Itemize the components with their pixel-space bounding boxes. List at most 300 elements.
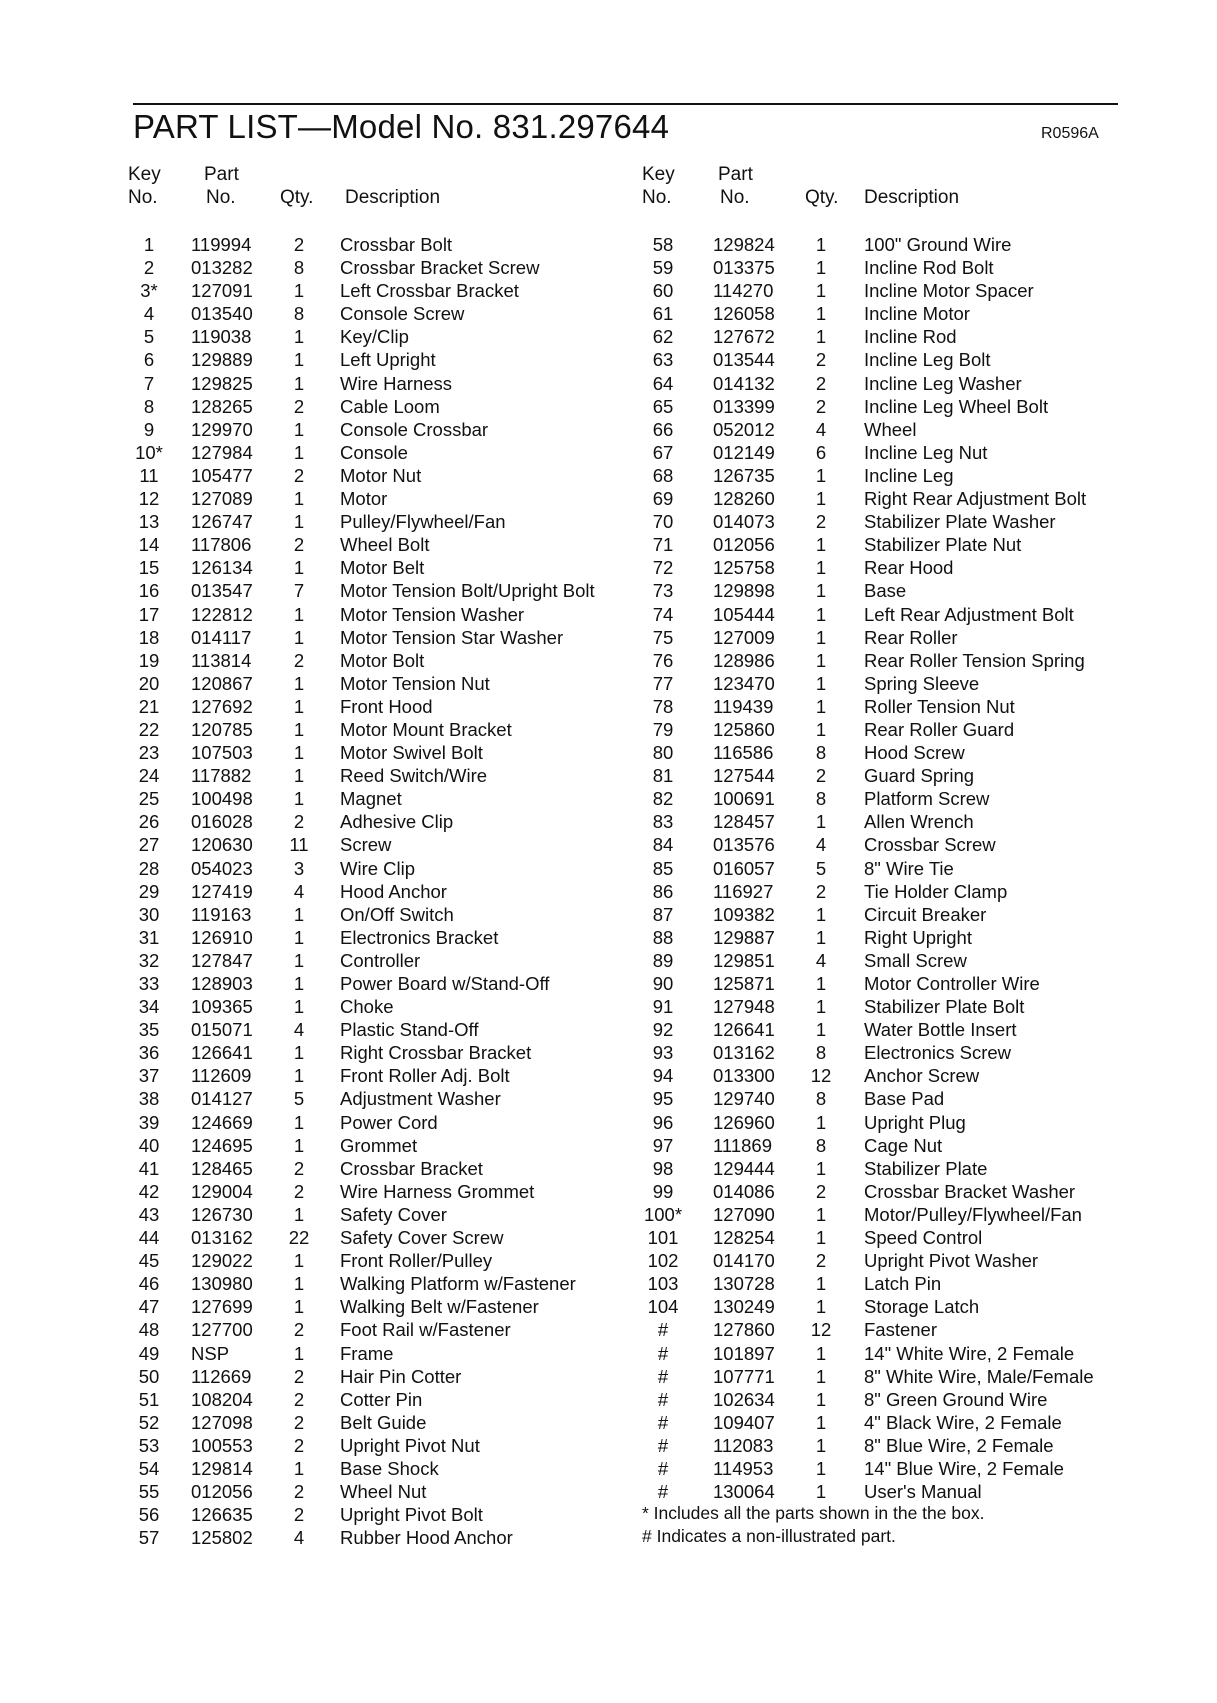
- key-no-cell: 89: [652, 949, 674, 971]
- key-no-cell: 98: [652, 1157, 674, 1179]
- part-no-cell: 125860: [713, 718, 775, 740]
- qty-cell: 1: [815, 1273, 827, 1295]
- key-no-cell: 72: [652, 557, 674, 579]
- key-no-cell: 36: [138, 1042, 160, 1064]
- title-rule: [133, 103, 1118, 105]
- description-cell: Motor Belt: [340, 557, 425, 579]
- key-no-cell: 104: [647, 1296, 679, 1318]
- description-cell: Motor Tension Bolt/Upright Bolt: [340, 580, 595, 602]
- qty-cell: 4: [815, 834, 827, 856]
- part-no-cell: 128465: [191, 1157, 253, 1179]
- part-no-cell: 109365: [191, 996, 253, 1018]
- part-no-cell: 114953: [713, 1457, 774, 1479]
- part-no-cell: 130728: [713, 1273, 775, 1295]
- key-no-cell: 61: [652, 303, 674, 325]
- part-no-cell: 119038: [191, 326, 252, 348]
- qty-cell: 8: [815, 1134, 827, 1156]
- qty-cell: 6: [815, 441, 827, 463]
- qty-cell: 1: [293, 511, 305, 533]
- key-no-cell: 70: [652, 511, 674, 533]
- qty-cell: 1: [293, 1111, 305, 1133]
- key-no-cell: 82: [652, 788, 674, 810]
- part-no-cell: NSP: [191, 1342, 230, 1364]
- key-no-cell: 20: [138, 672, 160, 694]
- description-cell: Crossbar Screw: [864, 834, 996, 856]
- key-no-cell: 58: [652, 234, 674, 255]
- description-cell: Hood Screw: [864, 742, 965, 764]
- description-cell: Belt Guide: [340, 1411, 427, 1433]
- description-header: Description: [345, 187, 441, 208]
- key-no-cell: 25: [138, 788, 160, 810]
- part-no-cell: 127090: [713, 1203, 775, 1225]
- key-no-cell: 80: [652, 742, 674, 764]
- part-no-cell: 127089: [191, 488, 253, 510]
- part-no-cell: 127419: [191, 880, 253, 902]
- description-cell: Motor/Pulley/Flywheel/Fan: [864, 1203, 1082, 1225]
- part-no-cell: 105477: [191, 464, 253, 486]
- qty-cell: 2: [293, 1481, 305, 1503]
- part-no-cell: 127009: [713, 626, 775, 648]
- qty-cell: 2: [815, 880, 827, 902]
- qty-cell: 1: [293, 326, 305, 348]
- description-cell: Motor Swivel Bolt: [340, 742, 483, 764]
- qty-cell: 1: [815, 280, 827, 302]
- qty-cell: 2: [293, 1504, 305, 1526]
- key-no-cell: 52: [138, 1411, 160, 1433]
- qty-cell: 2: [293, 1157, 305, 1179]
- qty-cell: 1: [815, 488, 827, 510]
- part-no-cell: 107771: [713, 1365, 775, 1387]
- qty-cell: 2: [293, 234, 305, 255]
- qty-cell: 2: [293, 1180, 305, 1202]
- part-no-cell: 129898: [713, 580, 775, 602]
- qty-cell: 1: [815, 1227, 827, 1249]
- part-no-cell: 013375: [713, 257, 775, 279]
- key-no-header: Key No.: [642, 164, 675, 208]
- description-cell: Crossbar Bolt: [340, 234, 453, 255]
- qty-cell: 1: [815, 1157, 827, 1179]
- qty-cell: 2: [293, 1319, 305, 1341]
- key-no-cell: 5: [143, 326, 155, 348]
- part-no-cell: 119163: [191, 903, 252, 925]
- part-no-cell: 107503: [191, 742, 253, 764]
- part-no-cell: 125758: [713, 557, 775, 579]
- part-no-cell: 126641: [713, 1019, 775, 1041]
- part-no-cell: 054023: [191, 857, 253, 879]
- part-no-cell: 128260: [713, 488, 775, 510]
- page-title: PART LIST—Model No. 831.297644: [133, 108, 670, 145]
- part-no-cell: 014170: [713, 1250, 775, 1272]
- part-no-cell: 016057: [713, 857, 775, 879]
- key-no-cell: 63: [652, 349, 674, 371]
- qty-cell: 1: [293, 557, 305, 579]
- description-cell: Spring Sleeve: [864, 672, 980, 694]
- description-cell: Rear Roller Tension Spring: [864, 649, 1085, 671]
- key-no-cell: 95: [652, 1088, 674, 1110]
- description-cell: Base Pad: [864, 1088, 945, 1110]
- description-cell: Upright Plug: [864, 1111, 966, 1133]
- qty-cell: 22: [288, 1227, 310, 1249]
- description-cell: 14" Blue Wire, 2 Female: [864, 1457, 1064, 1479]
- description-cell: Motor Mount Bracket: [340, 718, 512, 740]
- qty-cell: 1: [293, 672, 305, 694]
- qty-cell: 1: [293, 1065, 305, 1087]
- qty-cell: 1: [293, 1296, 305, 1318]
- description-cell: User's Manual: [864, 1481, 982, 1503]
- part-no-cell: 126735: [713, 464, 775, 486]
- part-no-cell: 112083: [713, 1434, 774, 1456]
- part-no-cell: 114270: [713, 280, 774, 302]
- part-no-cell: 113814: [191, 649, 252, 671]
- description-cell: Left Rear Adjustment Bolt: [864, 603, 1074, 625]
- key-no-cell: #: [657, 1481, 669, 1503]
- part-no-cell: 126134: [191, 557, 253, 579]
- part-no-cell: 100498: [191, 788, 253, 810]
- qty-cell: 1: [815, 1296, 827, 1318]
- qty-cell: 7: [293, 580, 305, 602]
- qty-header: Qty.: [280, 187, 314, 208]
- qty-cell: 8: [293, 257, 305, 279]
- key-no-cell: 49: [138, 1342, 160, 1364]
- part-no-cell: 127098: [191, 1411, 253, 1433]
- qty-cell: 1: [815, 811, 827, 833]
- key-no-cell: 32: [138, 949, 160, 971]
- qty-cell: 1: [815, 1342, 827, 1364]
- qty-cell: 1: [815, 234, 827, 255]
- qty-cell: 11: [289, 834, 309, 856]
- part-no-cell: 129887: [713, 926, 775, 948]
- description-cell: Crossbar Bracket Screw: [340, 257, 540, 279]
- description-cell: Motor Tension Star Washer: [340, 626, 564, 648]
- part-no-cell: 128457: [713, 811, 775, 833]
- key-no-cell: 31: [138, 926, 160, 948]
- part-no-cell: 016028: [191, 811, 253, 833]
- qty-cell: 1: [815, 303, 827, 325]
- qty-cell: 1: [815, 926, 827, 948]
- part-no-cell: 014132: [713, 372, 775, 394]
- part-no-cell: 117806: [191, 534, 252, 556]
- description-cell: 8" Wire Tie: [864, 857, 954, 879]
- description-cell: Small Screw: [864, 949, 967, 971]
- qty-cell: 1: [815, 1019, 827, 1041]
- description-cell: Walking Platform w/Fastener: [340, 1273, 576, 1295]
- key-no-cell: 1: [143, 234, 155, 255]
- part-no-cell: 119439: [713, 695, 774, 717]
- qty-cell: 2: [293, 649, 305, 671]
- description-cell: Base: [864, 580, 907, 602]
- key-no-cell: #: [657, 1388, 669, 1410]
- description-cell: Upright Pivot Nut: [340, 1434, 480, 1456]
- description-cell: Wire Harness Grommet: [340, 1180, 535, 1202]
- description-cell: Hair Pin Cotter: [340, 1365, 462, 1387]
- qty-cell: 1: [293, 418, 305, 440]
- key-no-cell: 101: [647, 1227, 679, 1249]
- description-cell: Incline Leg Wheel Bolt: [864, 395, 1049, 417]
- key-no-cell: #: [657, 1457, 669, 1479]
- description-cell: Electronics Screw: [864, 1042, 1012, 1064]
- part-no-header: Part No.: [204, 164, 239, 208]
- key-no-cell: 62: [652, 326, 674, 348]
- qty-cell: 1: [293, 973, 305, 994]
- qty-cell: 1: [293, 1042, 305, 1064]
- description-cell: Rear Hood: [864, 557, 954, 579]
- description-cell: Front Roller Adj. Bolt: [340, 1065, 510, 1087]
- key-no-cell: 21: [138, 695, 160, 717]
- key-no-cell: 67: [652, 441, 674, 463]
- key-no-cell: 44: [138, 1227, 160, 1249]
- qty-cell: 1: [815, 695, 827, 717]
- key-no-cell: 27: [138, 834, 160, 856]
- part-no-cell: 012149: [713, 441, 775, 463]
- key-no-cell: 7: [143, 372, 155, 394]
- part-no-cell: 127860: [713, 1319, 775, 1341]
- description-cell: Right Crossbar Bracket: [340, 1042, 532, 1064]
- part-no-cell: 120867: [191, 672, 253, 694]
- part-no-cell: 129022: [191, 1250, 253, 1272]
- qty-cell: 1: [293, 949, 305, 971]
- key-no-cell: 69: [652, 488, 674, 510]
- description-cell: Wheel: [864, 418, 917, 440]
- key-no-cell: 90: [652, 973, 674, 994]
- key-no-cell: 85: [652, 857, 674, 879]
- key-no-cell: 39: [138, 1111, 160, 1133]
- description-cell: Wire Harness: [340, 372, 453, 394]
- part-no-cell: 126960: [713, 1111, 775, 1133]
- key-no-cell: 37: [138, 1065, 160, 1087]
- part-no-cell: 130980: [191, 1273, 253, 1295]
- part-no-cell: 100691: [713, 788, 775, 810]
- part-no-cell: 052012: [713, 418, 775, 440]
- description-cell: Storage Latch: [864, 1296, 980, 1318]
- qty-cell: 1: [815, 1434, 827, 1456]
- part-no-cell: 012056: [191, 1481, 253, 1503]
- part-no-cell: 123470: [713, 672, 775, 694]
- qty-cell: 2: [815, 1250, 827, 1272]
- key-no-cell: 50: [138, 1365, 160, 1387]
- key-no-cell: 77: [652, 672, 674, 694]
- key-no-cell: 26: [138, 811, 160, 833]
- qty-cell: 8: [293, 303, 305, 325]
- description-cell: Motor Tension Washer: [340, 603, 525, 625]
- description-cell: On/Off Switch: [340, 903, 454, 925]
- qty-cell: 2: [293, 534, 305, 556]
- qty-cell: 1: [815, 580, 827, 602]
- key-no-cell: 74: [652, 603, 674, 625]
- qty-cell: 1: [815, 996, 827, 1018]
- part-no-cell: 129004: [191, 1180, 253, 1202]
- description-cell: Platform Screw: [864, 788, 990, 810]
- key-no-cell: 30: [138, 903, 160, 925]
- qty-cell: 1: [815, 603, 827, 625]
- key-no-cell: 46: [138, 1273, 160, 1295]
- description-cell: Latch Pin: [864, 1273, 942, 1295]
- key-no-cell: 71: [652, 534, 674, 556]
- part-no-cell: 125871: [713, 973, 775, 994]
- key-no-cell: 28: [138, 857, 160, 879]
- key-no-cell: 4: [143, 303, 155, 325]
- qty-cell: 1: [293, 1273, 305, 1295]
- part-no-cell: 120630: [191, 834, 253, 856]
- description-cell: Guard Spring: [864, 765, 975, 787]
- description-cell: Cotter Pin: [340, 1388, 423, 1410]
- qty-cell: 1: [815, 672, 827, 694]
- description-cell: Plastic Stand-Off: [340, 1019, 479, 1041]
- description-cell: Screw: [340, 834, 392, 856]
- part-no-cell: 013547: [191, 580, 253, 602]
- qty-cell: 2: [815, 349, 827, 371]
- qty-cell: 2: [293, 1411, 305, 1433]
- part-no-cell: 129824: [713, 234, 775, 255]
- description-cell: Motor Bolt: [340, 649, 425, 671]
- description-cell: Safety Cover Screw: [340, 1227, 504, 1249]
- key-no-cell: #: [657, 1319, 669, 1341]
- key-no-cell: 96: [652, 1111, 674, 1133]
- qty-cell: 8: [815, 1042, 827, 1064]
- part-no-cell: 127672: [713, 326, 775, 348]
- description-cell: Incline Leg: [864, 464, 954, 486]
- qty-cell: 1: [815, 973, 827, 994]
- description-cell: Grommet: [340, 1134, 418, 1156]
- description-cell: Foot Rail w/Fastener: [340, 1319, 511, 1341]
- qty-cell: 2: [293, 1434, 305, 1456]
- qty-cell: 2: [815, 1180, 827, 1202]
- key-no-cell: 47: [138, 1296, 160, 1318]
- key-no-cell: 57: [138, 1527, 160, 1549]
- description-cell: Power Board w/Stand-Off: [340, 973, 550, 994]
- key-no-cell: 66: [652, 418, 674, 440]
- key-no-cell: 45: [138, 1250, 160, 1272]
- key-no-cell: 22: [138, 718, 160, 740]
- part-no-cell: 125802: [191, 1527, 253, 1549]
- part-no-cell: 122812: [191, 603, 253, 625]
- key-no-cell: 59: [652, 257, 674, 279]
- description-cell: Cage Nut: [864, 1134, 943, 1156]
- qty-cell: 1: [815, 1365, 827, 1387]
- qty-cell: 12: [810, 1065, 832, 1087]
- description-cell: Crossbar Bracket Washer: [864, 1180, 1076, 1202]
- description-cell: 8" White Wire, Male/Female: [864, 1365, 1094, 1387]
- part-no-cell: 012056: [713, 534, 775, 556]
- part-no-cell: 126058: [713, 303, 775, 325]
- key-no-cell: 23: [138, 742, 160, 764]
- part-no-cell: 129740: [713, 1088, 775, 1110]
- part-no-cell: 126641: [191, 1042, 253, 1064]
- key-no-cell: 29: [138, 880, 160, 902]
- part-no-cell: 129814: [191, 1457, 253, 1479]
- key-no-cell: 24: [138, 765, 160, 787]
- part-no-cell: 105444: [713, 603, 775, 625]
- qty-cell: 2: [293, 464, 305, 486]
- description-cell: Motor: [340, 488, 388, 510]
- qty-cell: 1: [815, 626, 827, 648]
- key-no-cell: 33: [138, 973, 160, 994]
- part-no-cell: 108204: [191, 1388, 253, 1410]
- part-no-cell: 128254: [713, 1227, 775, 1249]
- part-no-header: Part No.: [718, 164, 753, 208]
- description-cell: Incline Motor Spacer: [864, 280, 1034, 302]
- qty-cell: 12: [810, 1319, 832, 1341]
- part-no-cell: 101897: [713, 1342, 775, 1364]
- key-no-cell: #: [657, 1365, 669, 1387]
- qty-cell: 2: [293, 1388, 305, 1410]
- key-no-cell: #: [657, 1411, 669, 1433]
- qty-cell: 1: [293, 488, 305, 510]
- key-no-cell: 42: [138, 1180, 160, 1202]
- key-no-cell: 17: [138, 603, 160, 625]
- key-no-cell: 99: [652, 1180, 674, 1202]
- qty-cell: 1: [293, 1457, 305, 1479]
- qty-cell: 1: [815, 903, 827, 925]
- qty-cell: 2: [815, 372, 827, 394]
- key-no-cell: 10*: [135, 441, 163, 463]
- key-no-cell: 41: [138, 1157, 160, 1179]
- part-no-cell: 100553: [191, 1434, 253, 1456]
- key-no-cell: 91: [652, 996, 674, 1018]
- part-no-cell: 013162: [713, 1042, 775, 1064]
- description-cell: Right Rear Adjustment Bolt: [864, 488, 1087, 510]
- qty-cell: 1: [293, 926, 305, 948]
- part-no-cell: 126747: [191, 511, 253, 533]
- part-no-cell: 127091: [191, 280, 253, 302]
- part-no-cell: 129889: [191, 349, 253, 371]
- qty-header: Qty.: [805, 187, 839, 208]
- part-no-cell: 130249: [713, 1296, 775, 1318]
- qty-cell: 1: [293, 349, 305, 371]
- qty-cell: 1: [815, 557, 827, 579]
- key-no-cell: 8: [143, 395, 155, 417]
- description-cell: Console: [340, 441, 408, 463]
- qty-cell: 1: [293, 441, 305, 463]
- key-no-cell: 12: [138, 488, 160, 510]
- description-cell: Pulley/Flywheel/Fan: [340, 511, 506, 533]
- description-cell: Roller Tension Nut: [864, 695, 1015, 717]
- qty-cell: 1: [293, 742, 305, 764]
- key-no-cell: 79: [652, 718, 674, 740]
- key-no-cell: 100*: [643, 1203, 683, 1225]
- qty-cell: 2: [815, 395, 827, 417]
- key-no-cell: 2: [143, 257, 155, 279]
- qty-cell: 1: [293, 903, 305, 925]
- part-no-cell: 013162: [191, 1227, 253, 1249]
- key-no-cell: 56: [138, 1504, 160, 1526]
- qty-cell: 4: [815, 418, 827, 440]
- key-no-cell: 83: [652, 811, 674, 833]
- description-cell: Motor Nut: [340, 464, 422, 486]
- qty-cell: 8: [815, 788, 827, 810]
- qty-cell: 1: [293, 626, 305, 648]
- qty-cell: 1: [815, 1388, 827, 1410]
- part-no-cell: 129851: [713, 949, 775, 971]
- key-no-cell: 6: [143, 349, 155, 371]
- description-cell: Right Upright: [864, 926, 972, 948]
- qty-cell: 1: [293, 1134, 305, 1156]
- qty-cell: 3: [293, 857, 305, 879]
- qty-cell: 1: [815, 326, 827, 348]
- description-cell: Motor Controller Wire: [864, 973, 1040, 994]
- description-cell: Incline Motor: [864, 303, 970, 325]
- part-no-cell: 116927: [713, 880, 774, 902]
- qty-cell: 2: [815, 765, 827, 787]
- part-no-cell: 014127: [191, 1088, 253, 1110]
- qty-cell: 1: [293, 788, 305, 810]
- key-no-cell: 3*: [140, 280, 158, 302]
- key-no-cell: 16: [138, 580, 160, 602]
- key-no-cell: 18: [138, 626, 160, 648]
- part-no-cell: 102634: [713, 1388, 775, 1410]
- part-no-cell: 109407: [713, 1411, 775, 1433]
- qty-cell: 1: [293, 695, 305, 717]
- key-no-cell: 76: [652, 649, 674, 671]
